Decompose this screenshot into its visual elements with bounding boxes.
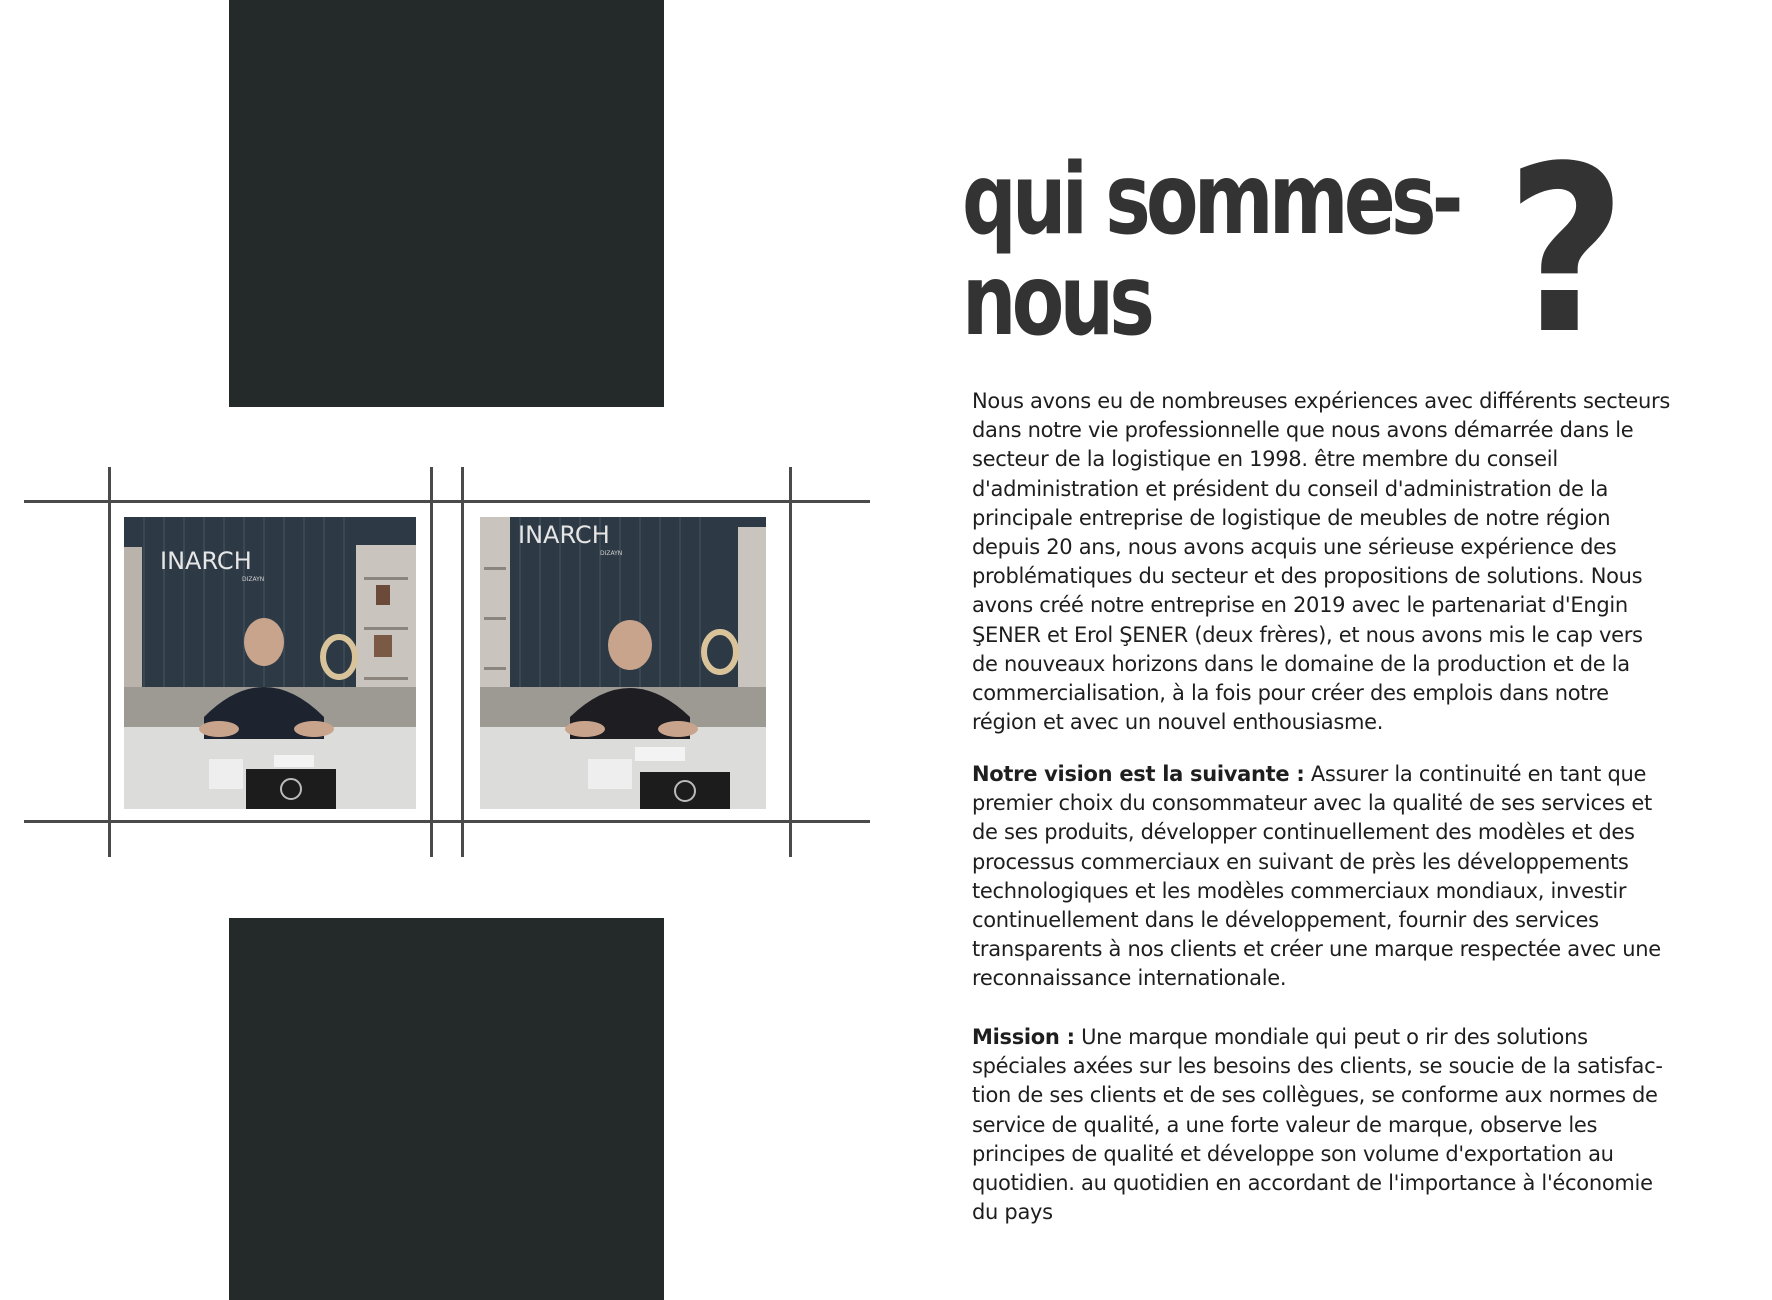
page-title-line-1: qui sommes- (962, 143, 1459, 257)
mission-text: Une marque mondiale qui peut o rir des solutions spéciales axées sur les besoins des clients, se soucie de la satisfac-tion de ses clients et de ses collègues, se conforme aux normes de service de qualité, a une forte valeur de marque, observe les principes de qualité et développe son volume d'exportation au quotidien. au quotidien en accordant de l'importance à l'économie du pays (972, 1025, 1663, 1225)
photo-director-2 (480, 517, 766, 809)
vision-paragraph (972, 760, 1672, 994)
mission-paragraph (972, 1023, 1672, 1227)
bottom-dark-block (229, 918, 664, 1300)
frame-line-v2 (430, 467, 433, 857)
page-title-line-2: nous (962, 244, 1151, 358)
mission-label: Mission : (972, 1025, 1075, 1049)
intro-paragraph: Nous avons eu de nombreuses expériences avec différents secteurs dans notre vie professionnelle que nous avons démarrée dans le secteur de la logistique en 1998. être membre du conseil d'administration et président du conseil d'administration de la principale entreprise de logistique de meubles de notre région depuis 20 ans, nous avons acquis une sérieuse expérience des problématiques du secteur et des propositions de solutions. Nous avons créé notre entreprise en 2019 avec le partenariat d'Engin ŞENER et Erol ŞENER (deux frères), et nous avons mis le cap vers de nouveaux horizons dans le domaine de la production et de la commercialisation, à la fois pour créer des emplois dans notre région et avec un nouvel enthousiasme. (972, 389, 1671, 735)
frame-line-bottom (24, 820, 870, 823)
frame-line-v4 (789, 467, 792, 857)
frame-line-v1 (108, 467, 111, 857)
vision-text: Assurer la continuité en tant que premier choix du consommateur avec la qualité de ses services et de ses produits, développer continuellement des modèles et des processus commerciaux en suivant de près les développements technologiques et les modèles commerciaux mondiaux, investir continuellement dans le développement, fournir des services transparents à nos clients et créer une marque respectée avec une reconnaissance internationale. (972, 762, 1661, 991)
photo-logo-sub: DIZAYN (600, 550, 623, 557)
question-mark: ? (1506, 118, 1627, 385)
page-title (962, 143, 1459, 358)
vision-label: Notre vision est la suivante : (972, 762, 1305, 786)
photo-director-1 (124, 517, 416, 809)
frame-line-v3 (461, 467, 464, 857)
frame-line-top (24, 500, 870, 503)
photo-logo-sub: DIZAYN (242, 576, 265, 583)
top-dark-block (229, 0, 664, 407)
photo-logo-text: INARCH (518, 521, 610, 549)
photo-logo-text: INARCH (160, 547, 252, 575)
